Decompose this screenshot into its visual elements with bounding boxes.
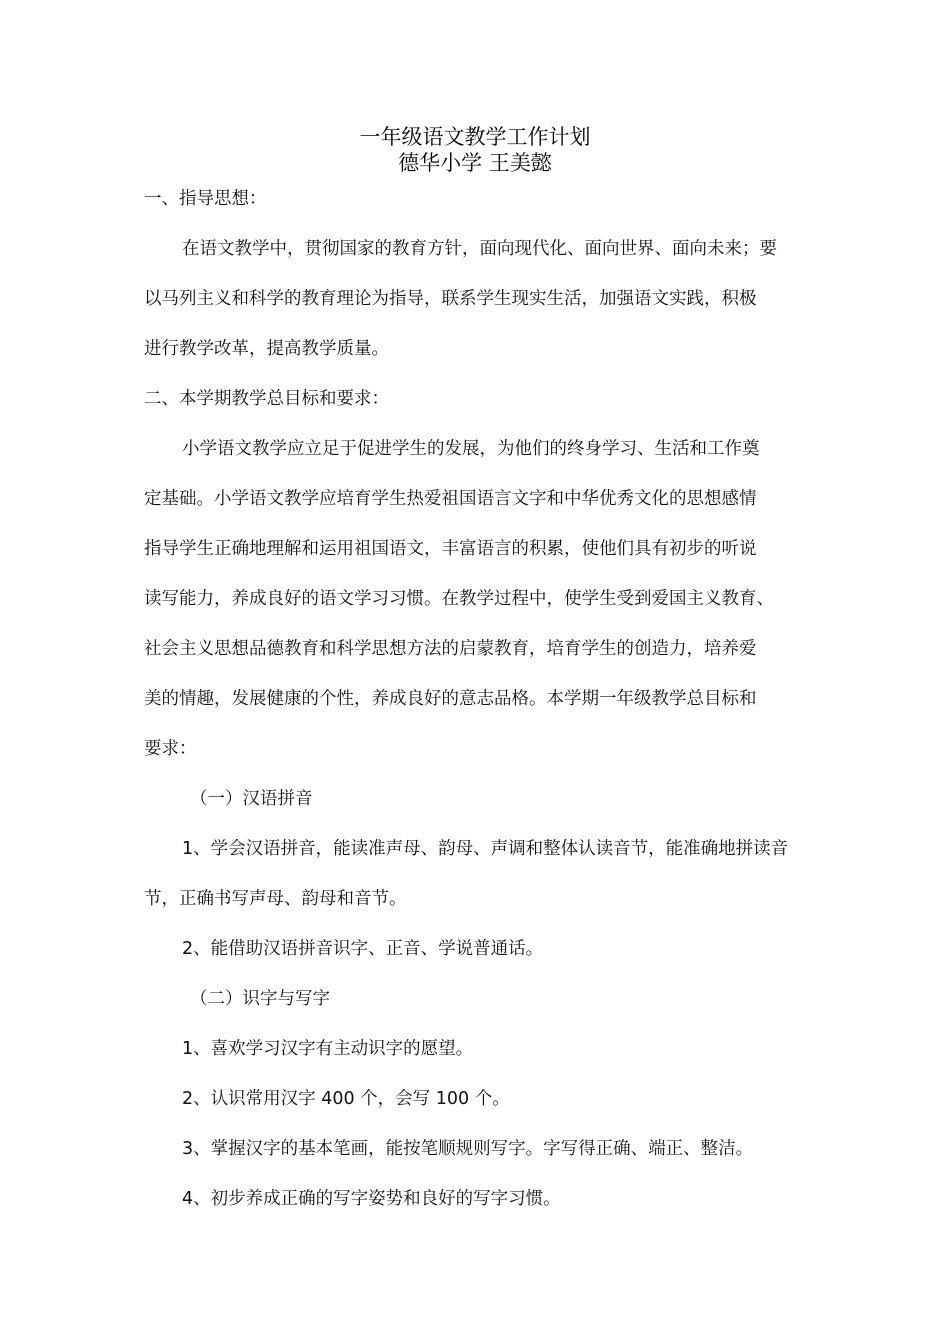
section-heading-2: 二、本学期教学总目标和要求： xyxy=(144,389,389,409)
subsection-heading-pinyin: （一）汉语拼音 xyxy=(190,789,313,809)
section-heading-1: 一、指导思想： xyxy=(144,189,267,209)
paragraph-line: 小学语文教学应立足于促进学生的发展，为他们的终身学习、生活和工作奠 xyxy=(182,439,760,459)
paragraph-line: 在语文教学中，贯彻国家的教育方针，面向现代化、面向世界、面向未来；要 xyxy=(182,239,777,259)
document-title: 一年级语文教学工作计划 xyxy=(359,125,591,149)
paragraph-line: 以马列主义和科学的教育理论为指导，联系学生现实生活，加强语文实践，积极 xyxy=(144,289,757,309)
paragraph-line: 美的情趣，发展健康的个性，养成良好的意志品格。本学期一年级教学总目标和 xyxy=(144,689,757,709)
list-item: 1、喜欢学习汉字有主动识字的愿望。 xyxy=(182,1039,474,1059)
list-item: 1、学会汉语拼音，能读准声母、韵母、声调和整体认读音节，能准确地拼读音 xyxy=(182,839,789,859)
list-item: 2、能借助汉语拼音识字、正音、学说普通话。 xyxy=(182,939,544,959)
subsection-heading-characters: （二）识字与写字 xyxy=(190,989,330,1009)
paragraph-line: 要求： xyxy=(144,739,197,759)
paragraph-line: 指导学生正确地理解和运用祖国语文，丰富语言的积累，使他们具有初步的听说 xyxy=(144,539,757,559)
list-item: 4、初步养成正确的写字姿势和良好的写字习惯。 xyxy=(182,1189,561,1209)
paragraph-line: 定基础。小学语文教学应培育学生热爱祖国语言文字和中华优秀文化的思想感情 xyxy=(144,489,757,509)
paragraph-line: 读写能力，养成良好的语文学习习惯。在教学过程中，使学生受到爱国主义教育、 xyxy=(144,589,774,609)
list-item: 2、认识常用汉字 400 个，会写 100 个。 xyxy=(182,1089,510,1109)
list-item-continuation: 节，正确书写声母、韵母和音节。 xyxy=(144,889,407,909)
paragraph-line: 社会主义思想品德教育和科学思想方法的启蒙教育，培育学生的创造力，培养爱 xyxy=(144,639,757,659)
document-author-line: 德华小学 王美懿 xyxy=(398,151,552,175)
paragraph-line: 进行教学改革，提高教学质量。 xyxy=(144,339,389,359)
list-item: 3、掌握汉字的基本笔画，能按笔顺规则写字。字写得正确、端正、整洁。 xyxy=(182,1139,754,1159)
